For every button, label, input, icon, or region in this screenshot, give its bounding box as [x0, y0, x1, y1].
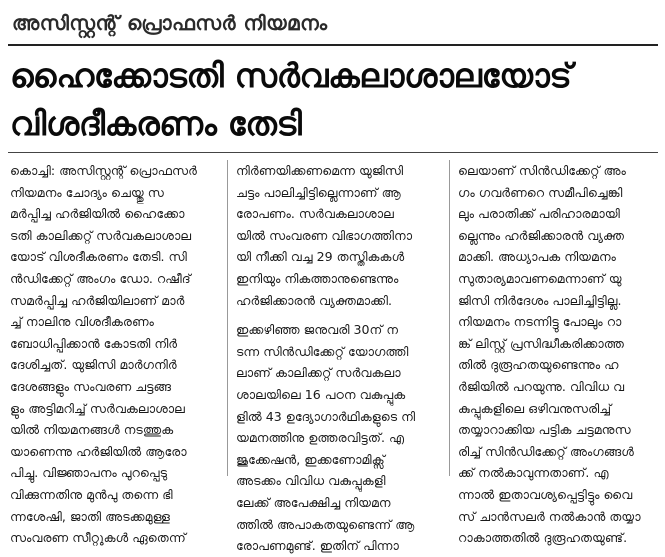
article-text-line: യിൽ നിയമനങ്ങൾ നടത്തുക	[10, 422, 174, 438]
article-text-line: യിൽ സംവരണ വിഭാഗത്തിനാ	[236, 227, 413, 243]
kicker-divider	[8, 44, 658, 46]
article-text-line: ന്നശേഷി, ജാതി അടക്കമുള്ള	[10, 508, 170, 524]
article-text-line: മാക്കി. അധ്യാപക നിയമനം	[458, 249, 616, 265]
article-text-line: ല്ലെന്നും ഹർജിക്കാരൻ വ്യക്ത	[458, 227, 625, 243]
article-text-line: സ് ചാൻസലർ നൽകാൻ തയ്യാ	[458, 508, 641, 524]
headline-line-2: വിശദീകരണം തേടി	[10, 104, 302, 143]
article-text-line: തിൽ ദുരൂഹതയുണ്ടെന്നും ഹ	[458, 357, 619, 373]
article-text-line: ഇനിയും നികത്താനുണ്ടെന്നും	[236, 270, 399, 286]
article-text-line: ലും പരാതിക്ക് പരിഹാരമായി	[458, 206, 620, 222]
article-text-line: ലേക്ക് അപേക്ഷിച്ച നിയമന	[236, 494, 391, 510]
article-text-line: ർജിയിൽ പറയുന്നു. വിവിധ വ	[458, 378, 625, 394]
article-text-line: കൊച്ചി: അസിസ്റ്റന്റ് പ്രൊഫസർ	[10, 163, 197, 178]
article-text-line: രിച്ച് സിൻഡിക്കേറ്റ് അംഗങ്ങൾ	[458, 443, 634, 459]
article-text-line: വിക്കുന്നതിനു മുൻപു തന്നെ ഭി	[10, 486, 173, 502]
column-divider-2	[449, 160, 450, 476]
article-text-line: ടതി കാലിക്കറ്റ് സർവകലാശാല	[10, 227, 192, 243]
article-column-3	[458, 160, 658, 546]
article-text-line: ൻഡിക്കേറ്റ് അംഗം ഡോ. റഷീദ്	[10, 270, 191, 286]
article-text-line: യി നീക്കി വച്ച 29 തസ്തികകൾ	[236, 249, 405, 265]
article-text-line: നിയമനം നടന്നിട്ടു പോലും റാ	[458, 314, 622, 330]
article-text-line: ചട്ടം പാലിച്ചിട്ടില്ലെന്നാണ് ആ	[236, 184, 401, 200]
article-text-line: ഹർജിക്കാരൻ വ്യക്തമാക്കി.	[236, 292, 392, 308]
article-text-line: ലാണ് കാലിക്കറ്റ് സർവകലാ	[236, 365, 401, 381]
column-divider-1	[227, 160, 228, 476]
article-text-line: ത്തിൽ അപാകതയുണ്ടെന്ന് ആ	[236, 516, 415, 532]
paragraph-gap	[236, 311, 442, 319]
headline	[10, 52, 658, 148]
article-text-line: രോപണം. സർവകലാശാല	[236, 206, 394, 222]
article-text-line: ദേശങ്ങളും സംവരണ ചട്ടങ്ങ	[10, 378, 172, 394]
article-text-line: ങ്ക് ലിസ്റ്റ് പ്രസിദ്ധീകരിക്കാത്ത	[458, 335, 624, 351]
article-text-line: റാകാത്തതിൽ ദുരൂഹതയുണ്ട്.	[458, 530, 628, 546]
article-text-line: ളും അട്ടിമറിച്ച് സർവകലാശാല	[10, 400, 185, 416]
article-text-line: ജിസി നിർദേശം പാലിച്ചിട്ടില്ല.	[458, 292, 622, 308]
article-text-line: ജുക്കേഷൻ, ഇക്കണോമിക്സ്	[236, 451, 385, 467]
article-text-line: ദേശിച്ചത്. യുജിസി മാർഗനിർ	[10, 357, 177, 373]
article-text-line: ഇക്കഴിഞ്ഞ ജനുവരി 30ന് ന	[236, 322, 399, 338]
article-text-line: പിച്ചു. വിജ്ഞാപനം പുറപ്പെടു	[10, 465, 168, 481]
article-text-line: ന്നാൽ ഇതാവശ്യപ്പെട്ടിട്ടും വൈ	[458, 486, 633, 502]
article-text-line: ക്ക് നൽകാവുന്നതാണ്. എ	[458, 465, 609, 481]
article-text-line: സമർപ്പിച്ച ഹർജിയിലാണ് മാർ	[10, 292, 185, 308]
article-text-line: യാണെന്നു ഹർജിയിൽ ആരോ	[10, 443, 187, 459]
article-column-2	[236, 160, 442, 554]
article-text-line: ഗം ഗവർണറെ സമീപിച്ചെങ്കി	[458, 184, 623, 200]
article-text-line: നിയമനം ചോദ്യം ചെയ്തു സ	[10, 184, 164, 200]
article-text-line: തയ്യാറാക്കിയ പട്ടിക ചട്ടമനുസ	[458, 422, 631, 438]
article-text-line: ബോധിപ്പിക്കാൻ കോടതി നിർ	[10, 335, 178, 351]
article-text-line: സുതാര്യമാവണമെന്നാണ് യു	[458, 270, 622, 286]
article-column-1	[10, 160, 220, 546]
article-text-line: യോട് വിശദീകരണം തേടി. സി	[10, 249, 187, 265]
article-text-line: സംവരണ സീറ്റുകൾ ഏതെന്ന്	[10, 530, 186, 546]
article-text-line: ളിൽ 43 ഉദ്യോഗാർഥികളുടെ നി	[236, 408, 416, 424]
article-text-line: രോപണമുണ്ട്. ഇതിന് പിന്നാ	[236, 538, 399, 554]
article-text-line: ടന്ന സിൻഡിക്കേറ്റ് യോഗത്തി	[236, 343, 409, 359]
article-text-line: യമനത്തിനു ഉത്തരവിട്ടത്. എ	[236, 430, 405, 446]
article-text-line: കുപ്പുകളിലെ ഒഴിവനുസരിച്ച്	[458, 400, 612, 416]
article-text-line: മർപ്പിച്ച ഹർജിയിൽ ഹൈക്കോ	[10, 206, 185, 222]
headline-divider	[8, 152, 658, 153]
kicker-label: അസിസ്റ്റന്റ് പ്രൊഫസർ നിയമനം	[12, 11, 328, 35]
article-text-line: ശാലയിലെ 16 പഠന വകുപ്പുക	[236, 386, 406, 402]
article-text-line: ച്ച് നാലിനു വിശദീകരണം	[10, 314, 154, 330]
article-text-line: നിർണയിക്കണമെന്ന യുജിസി	[236, 163, 404, 178]
headline-line-1: ഹൈക്കോടതി സർവകലാശാലയോട്	[10, 56, 572, 95]
article-text-line: ലെയാണ് സിൻഡിക്കേറ്റ് അം	[458, 163, 626, 178]
article-text-line: അടക്കം വിവിധ വകുപ്പുകളി	[236, 473, 386, 489]
